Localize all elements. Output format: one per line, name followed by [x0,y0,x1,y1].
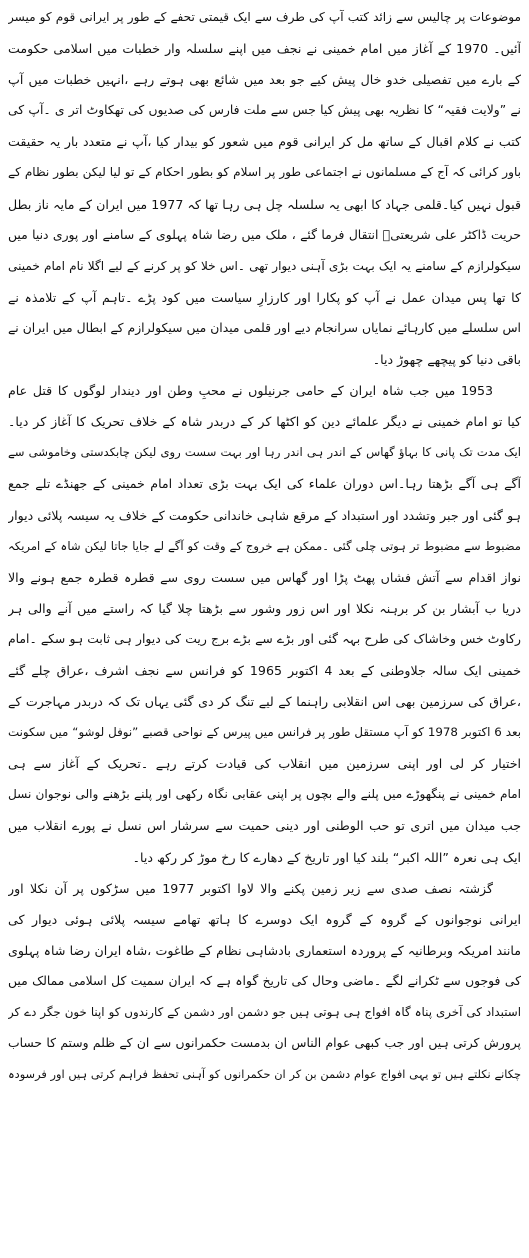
text-line: استبداد کی آخری پناہ گاہ افواج ہی ہوتی ہیں جو دشمن اور دشمن کے کارندوں کو اپنا خون جگر دے کر [8,1005,521,1019]
text-line: امام خمینی نے پنگھوڑے میں پلنے والے بچوں پر اپنی عقابی نگاہ رکھی اور پلنے بڑھنے والی نوجوان نسل [8,787,521,802]
text-line: بعد 6 اکتوبر 1978 کو آپ مستقل طور پر فرانس میں پیرس کے نواحی قصبے ”نوفل لوشو“ میں سکونت [8,725,521,740]
text-line: باور کرائی کہ آج کے مسلمانوں نے اجتماعی طور پر اسلام کو بطور احکام کے تو لیا لیکن بطور نظام کے [8,165,521,180]
text-line: سیکولرازم کے سامنے یہ ایک بہت بڑی آہنی دیوار تھی ۔اس خلا کو پر کرنے کے لیے اگلا نام امام خمینی [8,258,521,273]
text-line: نواز اقدام سے آتش فشاں پھٹ پڑا اور گھاس میں سست روی سے قطرہ قطرہ جمع ہونے والا [8,569,521,585]
text-line: آئیں۔ 1970 کے آغاز میں امام خمینی نے نجف میں اپنے سلسلہ وار خطبات میں اسلامی حکومت [8,41,521,57]
text-line: پرورش کرتی ہیں اور جب کبھی عوام الناس ان بدمست حکمرانوں سے ان کے ظلم وستم کا حساب [8,1036,521,1051]
text-line: جب میدان میں اتری تو حب الوطنی اور دینی حمیت سے سرشار اس نسل نے پورے انقلاب میں [8,818,521,834]
text-line: ایک مدت تک پانی کا بہاؤ گھاس کے اندر ہی اندر رہا اور بہت سست روی لیکن چابکدستی وخاموشی سے [8,445,521,460]
text-line: کے بارے میں تفصیلی خدو خال پیش کیے جو بعد میں شائع بھی ہوتے رہے ،انہیں خطبات میں آپ [8,72,521,88]
text-line: کتب نے کلام اقبال کے ساتھ مل کر ایرانی قوم میں شعور کو بیدار کیا ،آپ نے متعدد بار یہ حقیقت [8,134,521,150]
text-line: کی فوجوں سے ٹکرانے لگے ۔ماضی وحال کی تاریخ گواہ ہے کہ ایران سمیت کل اسلامی ممالک میں [8,973,521,988]
text-line: ایرانی نوجوانوں کے گروہ کے گروہ ایک دوسرے کا ہاتھ تھامے سیسہ پلائی ہوئی دیوار کی [8,911,521,927]
text-line: اختیار کر لی اور اپنی سرزمین میں انقلاب کی قیادت کرتے رہے ۔تحریک کے آغاز سے ہی [8,756,521,772]
text-line: خمینی ایک سالہ جلاوطنی کے بعد 4 اکتوبر 1965 کو فرانس سے نجف اشرف ،عراق چلے گئے [8,662,521,678]
text-line: ایک ہی نعرہ ”اللہ اکبر“ بلند کیا اور تاریخ کے دھارے کا رخ موڑ کر رکھ دیا۔ [132,849,521,865]
text-line: دریا ب آبشار بن کر برہنہ نکلا اور اس زور وشور سے بڑھتا چلا گیا کہ راستے میں آنے والی ہر [8,600,521,616]
text-line: اس سلسلے میں کارہائے نمایاں سرانجام دیے اور قلمی میدان میں سیکولرازم کے ابطال میں ایران نے [8,320,521,335]
text-line: 1953 میں جب شاہ ایران کے حامی جرنیلوں نے محبِ وطن اور دیندار لوگوں کا قتل عام [8,383,493,399]
text-line: چکانے نکلتے ہیں تو یہی افواج عوام دشمن بن کر ان حکمرانوں کو آہنی تحفظ فراہم کرتی ہیں اور فرسودہ [8,1067,521,1082]
text-line: گزشتہ نصف صدی سے زیر زمین پکنے والا لاوا اکتوبر 1977 میں سڑکوں پر آن نکلا اور [8,880,493,896]
text-line: قبول نہیں کیا۔قلمی جہاد کا ابھی یہ سلسلہ چل ہی رہا تھا کہ 1977 میں ایران کے مایہ ناز بطل [8,196,521,212]
text-line: موضوعات پر چالیس سے زائد کتب آپ کی طرف سے ایک قیمتی تحفے کے طور پر ایرانی قوم کو میسر [8,10,521,24]
text-line: کیا تو امام خمینی نے دیگر علمائے دین کو اکٹھا کر کے دربدر شاہ کے خلاف تحریک کا آغاز کر دیا۔ [8,414,521,430]
text-line: رکاوٹ خس وخاشاک کی طرح بہہ گئی اور بڑے سے بڑے برج ریت کی دیوار ہی ثابت ہو سکے ۔امام [8,631,521,646]
text-line: باقی دنیا کو پیچھے چھوڑ دیا۔ [372,352,521,368]
text-line: نے ”ولایت فقیہ“ کا نظریہ بھی پیش کیا جس سے ملت فارس کی صدیوں کی تھکاوٹ اتر ی ۔آپ کی [8,103,521,118]
text-line: آگے ہی آگے بڑھتا رہا۔اس دوران علماء کی ایک بہت بڑی تعداد امام خمینی کے جھنڈے تلے جمع [8,476,521,492]
text-line: مضبوط سے مضبوط تر ہوتی چلی گئی ۔ممکن ہے خروج کے وقت کو آگے لے جایا جاتا لیکن شاہ کے امریکہ [8,538,521,553]
text-line: حریت ڈاکٹر علی شریعتیؒ انتقال فرما گئے ، ملک میں رضا شاہ پہلوی کے سامنے اور پوری دنیا میں [8,227,521,242]
text-line: کا تھا پس میدان عمل نے آپ کو پکارا اور کارزارِ سیاست میں کود پڑے ۔تاہم آپ کے تلامذہ نے [8,289,521,305]
text-line: مانند امریکہ وبرطانیہ کے پروردہ استعماری بادشاہی نظام کے طاغوت ،شاہ ایران رضا شاہ پہلوی [8,942,521,958]
text-line: ،عراق کی سرزمین بھی اس انقلابی راہنما کے لیے تنگ کر دی گئی یہاں تک کہ دربدر مہاجرت کے [8,694,521,710]
text-line: ہو گئی اور جبر وتشدد اور استبداد کے مرقع شاہی خاندانی حکومت کے خلاف یہ سیسہ پلائی دیوار [8,507,521,523]
